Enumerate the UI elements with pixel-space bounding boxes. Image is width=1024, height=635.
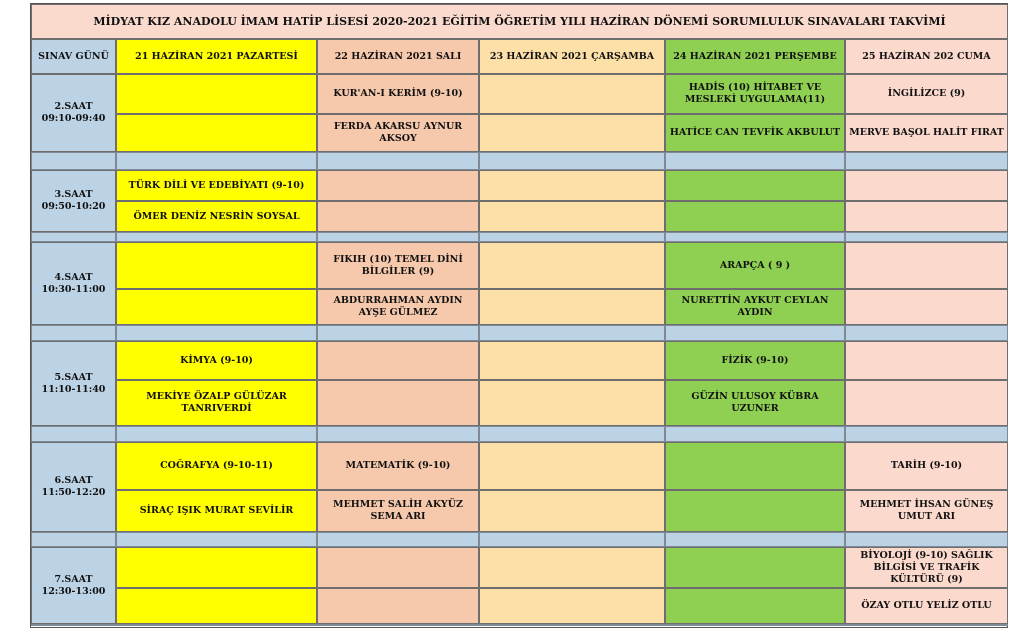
row-separator: [116, 325, 317, 341]
exam-subject: ARAPÇA ( 9 ): [719, 259, 791, 271]
exam-teachers: MEHMET İHSAN GÜNEŞ UMUT ARI: [859, 499, 994, 522]
row-separator: [845, 232, 1008, 242]
exam-subject-cell: [665, 170, 845, 201]
exam-teachers: ÖMER DENİZ NESRİN SOYSAL: [133, 210, 300, 222]
row-separator: [317, 152, 479, 170]
exam-teachers-cell: [845, 490, 1008, 532]
header-day-label: SINAV GÜNÜ: [38, 50, 109, 62]
exam-teachers-cell: [479, 201, 665, 232]
exam-subject-cell: [116, 242, 317, 289]
exam-teachers: ABDURRAHMAN AYDIN AYŞE GÜLMEZ: [333, 295, 463, 318]
time-slot-text: [42, 372, 106, 396]
row-separator: [317, 426, 479, 442]
exam-subject-cell: [479, 74, 665, 114]
row-separator: [845, 426, 1008, 442]
time-slot-4: [31, 242, 116, 325]
exam-teachers-cell: [665, 490, 845, 532]
exam-teachers-cell: [317, 289, 479, 325]
time-slot-range: 11:50-12:20: [41, 487, 106, 498]
exam-subject-cell: [116, 74, 317, 114]
time-slot-range: 10:30-11:00: [41, 283, 106, 295]
exam-subject: BİYOLOJİ (9-10) SAĞLIK BİLGİSİ VE TRAFİK KÜLTÜRÜ (9): [860, 549, 993, 585]
exam-teachers-cell: [116, 588, 317, 624]
row-separator: [479, 426, 665, 442]
exam-teachers-cell: [317, 380, 479, 426]
exam-teachers: ÖZAY OTLU YELİZ OTLU: [861, 600, 992, 611]
header-day-text: 25 HAZİRAN 202 CUMA: [862, 50, 991, 62]
time-slot-label: 7.SAAT: [54, 573, 93, 585]
exam-subject-cell: [665, 74, 845, 114]
exam-subject-cell: [317, 547, 479, 588]
time-slot-label: 3.SAAT: [54, 189, 93, 200]
exam-teachers-cell: [317, 201, 479, 232]
row-separator-time: [31, 532, 116, 547]
row-separator: [665, 152, 845, 170]
header-day-thu: [665, 39, 845, 74]
time-slot-2: [31, 74, 116, 152]
exam-subject-cell: [665, 442, 845, 490]
exam-teachers-cell: [116, 114, 317, 152]
exam-schedule-sheet: [30, 3, 1008, 628]
header-day-wed: [479, 39, 665, 74]
exam-teachers-cell: [665, 114, 845, 152]
exam-subject: COĞRAFYA (9-10-11): [160, 460, 273, 471]
exam-subject: HADİS (10) HİTABET VE MESLEKİ UYGULAMA(11): [684, 82, 826, 105]
exam-teachers-cell: [665, 201, 845, 232]
row-separator-time: [31, 426, 116, 442]
exam-subject-cell: [845, 341, 1008, 380]
exam-teachers-cell: [479, 588, 665, 624]
exam-teachers: SİRAÇ IŞIK MURAT SEVİLİR: [139, 505, 294, 516]
row-separator: [116, 426, 317, 442]
exam-teachers-cell: [665, 289, 845, 325]
time-slot-range: 09:10-09:40: [41, 113, 106, 124]
header-day-tue: [317, 39, 479, 74]
exam-subject-cell: [479, 547, 665, 588]
row-separator: [116, 232, 317, 242]
exam-subject-cell: [479, 341, 665, 380]
time-slot-label: 4.SAAT: [54, 271, 93, 283]
time-slot-range: 09:50-10:20: [41, 201, 106, 212]
header-day-text: 21 HAZİRAN 2021 PAZARTESİ: [135, 50, 298, 62]
row-separator: [665, 624, 845, 626]
exam-teachers: HATİCE CAN TEVFİK AKBULUT: [669, 127, 841, 138]
time-slot-label: 6.SAAT: [54, 475, 93, 486]
row-separator: [665, 532, 845, 547]
exam-subject-cell: [845, 74, 1008, 114]
exam-subject-cell: [665, 341, 845, 380]
row-separator: [317, 624, 479, 626]
exam-subject-cell: [845, 442, 1008, 490]
time-slot-text: [42, 272, 106, 296]
row-separator: [665, 325, 845, 341]
row-separator: [116, 152, 317, 170]
exam-subject-cell: [845, 547, 1008, 588]
exam-subject-cell: [479, 242, 665, 289]
exam-teachers-cell: [317, 490, 479, 532]
exam-teachers: GÜZİN ULUSOY KÜBRA UZUNER: [691, 391, 819, 414]
exam-teachers-cell: [116, 201, 317, 232]
exam-subject-cell: [845, 170, 1008, 201]
time-slot-label: 5.SAAT: [54, 371, 93, 383]
row-separator: [317, 532, 479, 547]
time-slot-range: 11:10-11:40: [41, 383, 106, 395]
exam-subject-cell: [317, 170, 479, 201]
exam-subject: FİZİK (9-10): [721, 354, 789, 366]
time-slot-6: [31, 442, 116, 532]
exam-subject-cell: [317, 242, 479, 289]
time-slot-5: [31, 341, 116, 426]
exam-subject: İNGİLİZCE (9): [887, 88, 966, 99]
time-slot-text: [42, 475, 106, 499]
exam-teachers-cell: [479, 380, 665, 426]
exam-subject-cell: [317, 74, 479, 114]
exam-teachers-cell: [845, 114, 1008, 152]
exam-teachers: NURETTİN AYKUT CEYLAN AYDIN: [681, 295, 829, 318]
exam-subject-cell: [479, 442, 665, 490]
row-separator: [479, 532, 665, 547]
exam-teachers-cell: [116, 380, 317, 426]
row-separator: [317, 325, 479, 341]
exam-teachers-cell: [317, 588, 479, 624]
exam-subject: TÜRK DİLİ VE EDEBİYATI (9-10): [128, 179, 305, 191]
exam-teachers: MEHMET SALİH AKYÜZ SEMA ARI: [333, 499, 463, 522]
time-slot-range: 12:30-13:00: [41, 585, 106, 597]
time-slot-text: [42, 574, 106, 598]
row-separator: [845, 532, 1008, 547]
header-day-text: 23 HAZİRAN 2021 ÇARŞAMBA: [489, 50, 655, 62]
exam-subject-cell: [845, 242, 1008, 289]
header-day-mon: [116, 39, 317, 74]
exam-teachers-cell: [479, 289, 665, 325]
exam-subject-cell: [665, 547, 845, 588]
header-day-text: 22 HAZİRAN 2021 SALI: [334, 50, 462, 62]
exam-teachers-cell: [479, 490, 665, 532]
time-slot-text: [42, 101, 106, 125]
exam-subject: FIKIH (10) TEMEL DİNİ BİLGİLER (9): [333, 253, 463, 277]
exam-subject-cell: [116, 341, 317, 380]
exam-subject: TARİH (9-10): [890, 460, 963, 471]
header-day-text: 24 HAZİRAN 2021 PERŞEMBE: [673, 50, 837, 62]
header-day-fri: [845, 39, 1008, 74]
exam-teachers-cell: [665, 380, 845, 426]
time-slot-7: [31, 547, 116, 624]
exam-teachers: MERVE BAŞOL HALİT FIRAT: [849, 127, 1004, 138]
row-separator: [479, 624, 665, 626]
row-separator: [845, 624, 1008, 626]
exam-subject-cell: [317, 442, 479, 490]
row-separator-time: [31, 152, 116, 170]
row-separator: [665, 426, 845, 442]
time-slot-text: [42, 189, 106, 213]
schedule-title-text: MİDYAT KIZ ANADOLU İMAM HATİP LİSESİ 2020-2021 EĞİTİM ÖĞRETİM YILI HAZİRAN DÖNEMİ SORUMLULUK SINAVALARI TAKVİMİ: [93, 14, 946, 28]
exam-teachers-cell: [317, 114, 479, 152]
row-separator: [479, 232, 665, 242]
exam-subject-cell: [479, 170, 665, 201]
exam-teachers-cell: [116, 490, 317, 532]
row-separator: [479, 152, 665, 170]
exam-subject: MATEMATİK (9-10): [345, 460, 451, 471]
schedule-title: [31, 4, 1008, 39]
exam-teachers-cell: [845, 380, 1008, 426]
exam-teachers-cell: [479, 114, 665, 152]
row-separator-time: [31, 624, 116, 626]
header-day-label-cell: [31, 39, 116, 74]
exam-subject-cell: [116, 442, 317, 490]
row-separator-time: [31, 232, 116, 242]
exam-teachers-cell: [116, 289, 317, 325]
row-separator: [845, 152, 1008, 170]
row-separator: [665, 232, 845, 242]
exam-subject-cell: [665, 242, 845, 289]
row-separator: [845, 325, 1008, 341]
row-separator: [116, 624, 317, 626]
row-separator: [479, 325, 665, 341]
time-slot-label: 2.SAAT: [54, 101, 93, 112]
exam-teachers-cell: [845, 588, 1008, 624]
exam-subject-cell: [116, 170, 317, 201]
row-separator: [317, 232, 479, 242]
exam-teachers-cell: [845, 289, 1008, 325]
exam-teachers: MEKİYE ÖZALP GÜLÜZAR TANRIVERDİ: [146, 391, 287, 414]
time-slot-3: [31, 170, 116, 232]
exam-teachers-cell: [845, 201, 1008, 232]
exam-subject-cell: [116, 547, 317, 588]
row-separator: [116, 532, 317, 547]
exam-subject: KUR'AN-I KERİM (9-10): [333, 88, 463, 99]
exam-teachers-cell: [665, 588, 845, 624]
exam-teachers: FERDA AKARSU AYNUR AKSOY: [333, 121, 463, 144]
exam-subject: KİMYA (9-10): [180, 354, 253, 366]
exam-subject-cell: [317, 341, 479, 380]
row-separator-time: [31, 325, 116, 341]
